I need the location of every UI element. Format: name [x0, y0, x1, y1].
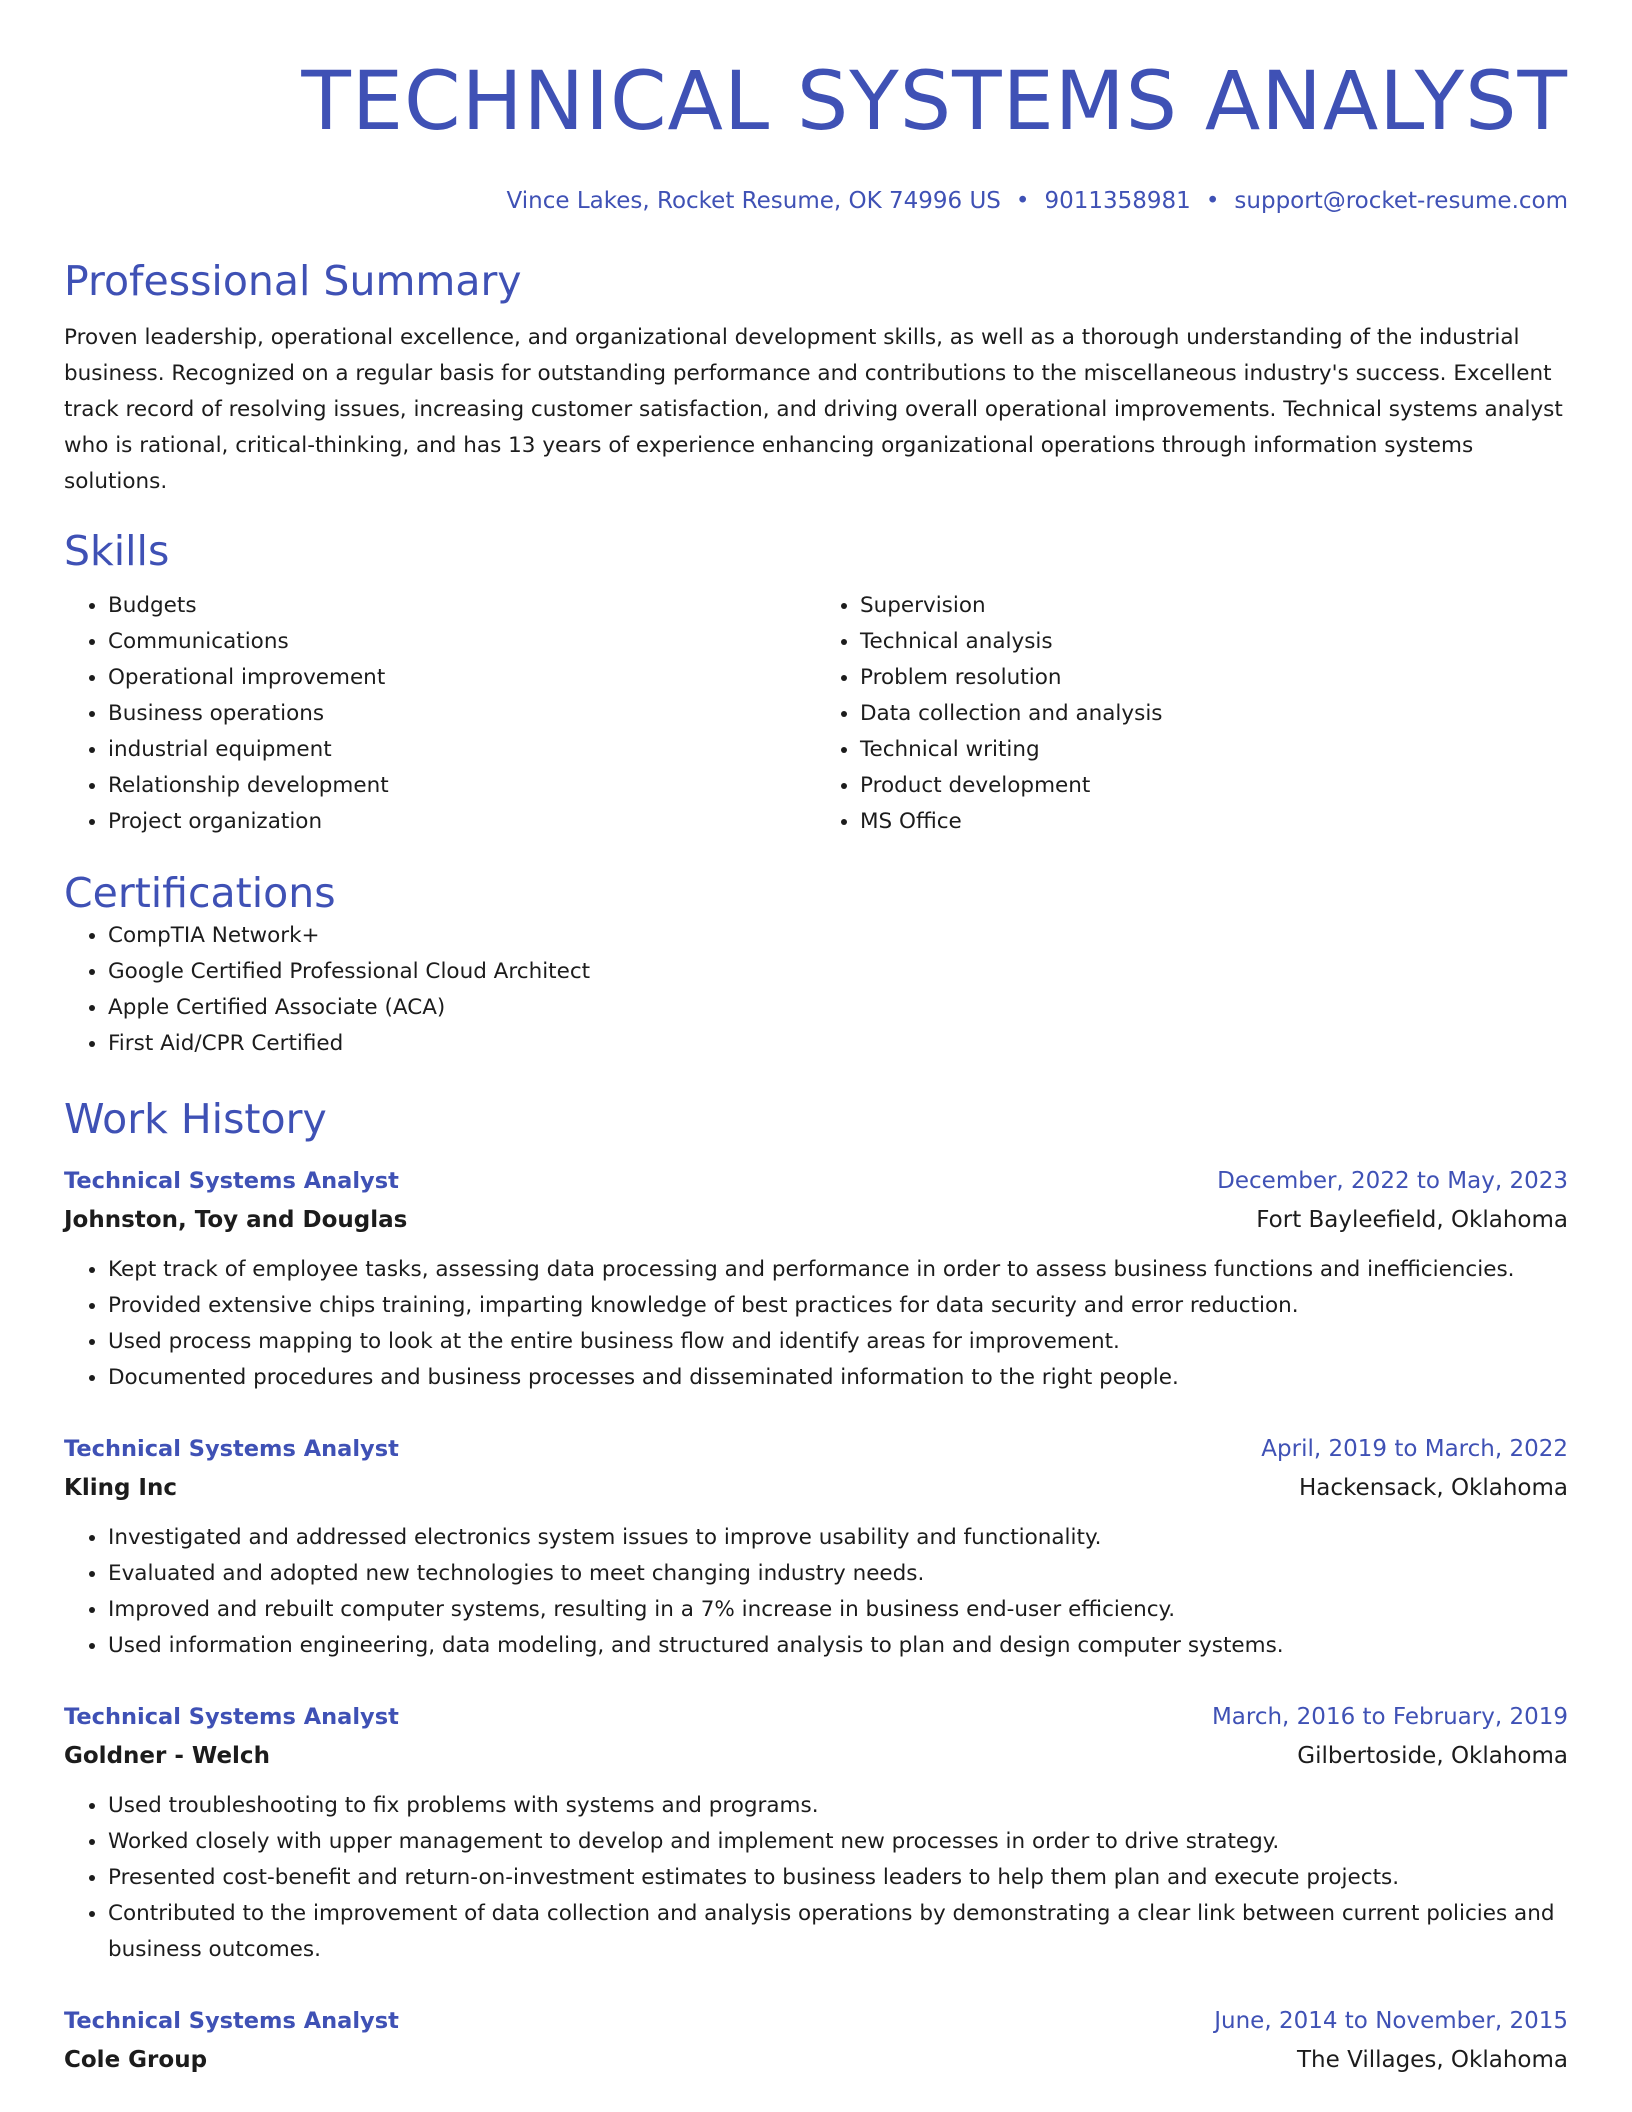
job-title: Technical Systems Analyst — [64, 1168, 399, 1194]
skill-item: • Operational improvement — [108, 660, 816, 696]
job-bullets — [64, 1252, 1568, 1396]
contact-email[interactable]: support@rocket-resume.com — [1234, 188, 1568, 214]
work-history-heading: Work History — [64, 1095, 327, 1143]
job-location: The Villages, Oklahoma — [1297, 2047, 1568, 2073]
job-bullet: • Used troubleshooting to fix problems with systems and programs. — [108, 1788, 1568, 1824]
job-company: Johnston, Toy and Douglas — [64, 1207, 408, 1233]
certification-item: • Apple Certified Associate (ACA) — [108, 990, 1568, 1026]
contact-phone: 9011358981 — [1044, 188, 1191, 214]
certification-item: • First Aid/CPR Certified — [108, 1026, 1568, 1062]
job-bullet: • Investigated and addressed electronics system issues to improve usability and functionality. — [108, 1520, 1568, 1556]
skill-item: • Technical writing — [860, 732, 1568, 768]
job-bullet: • Presented cost-benefit and return-on-investment estimates to business leaders to help them plan and execute projects. — [108, 1860, 1568, 1896]
job-entry — [64, 1698, 1568, 1968]
job-bullet: • Used information engineering, data modeling, and structured analysis to plan and design computer systems. — [108, 1628, 1568, 1664]
job-bullet: • Documented procedures and business processes and disseminated information to the right people. — [108, 1360, 1568, 1396]
resume-title: TECHNICAL SYSTEMS ANALYST — [301, 55, 1568, 149]
job-company-row — [64, 1468, 1568, 1508]
job-title: Technical Systems Analyst — [64, 1436, 399, 1462]
job-bullet: • Improved and rebuilt computer systems, resulting in a 7% increase in business end-user efficiency. — [108, 1592, 1568, 1628]
skill-item: • Budgets — [108, 588, 816, 624]
skill-item: • MS Office — [860, 804, 1568, 840]
summary-text: Proven leadership, operational excellence, and organizational development skills, as well as a thorough understanding of the industrial business. Recognized on a regular basis for outstanding performance and contributions to the miscellaneous industry's success. Excellent track record of resolving issues, increasing customer satisfaction, and driving overall operational improvements. Technical systems analyst who is rational, critical-thinking, and has 13 years of experience enhancing organizational operations through information systems solutions. — [64, 325, 1563, 494]
skill-item: • Problem resolution — [860, 660, 1568, 696]
certification-item: • Google Certified Professional Cloud Architect — [108, 954, 1568, 990]
job-title-row — [64, 2002, 1568, 2040]
job-company-row — [64, 2040, 1568, 2080]
skill-item: • Relationship development — [108, 768, 816, 804]
job-company: Kling Inc — [64, 1475, 178, 1501]
skills-list-left — [64, 588, 816, 840]
skill-item: • industrial equipment — [108, 732, 816, 768]
job-bullet: • Contributed to the improvement of data collection and analysis operations by demonstrating a clear link between current policies and business outcomes. — [108, 1896, 1568, 1968]
summary-heading: Professional Summary — [64, 257, 522, 305]
job-bullets — [64, 1788, 1568, 1968]
certifications-heading: Certifications — [64, 869, 336, 917]
skills-columns — [64, 588, 1568, 840]
job-title-row — [64, 1430, 1568, 1468]
job-entry — [64, 1162, 1568, 1396]
job-title-row — [64, 1698, 1568, 1736]
job-company-row — [64, 1736, 1568, 1776]
job-bullet: • Evaluated and adopted new technologies to meet changing industry needs. — [108, 1556, 1568, 1592]
skill-item: • Product development — [860, 768, 1568, 804]
skill-item: • Project organization — [108, 804, 816, 840]
skills-list-right — [816, 588, 1568, 840]
job-dates: April, 2019 to March, 2022 — [1261, 1436, 1568, 1462]
job-bullets — [64, 1520, 1568, 1664]
contact-separator: • — [1015, 188, 1030, 214]
job-company-row — [64, 1200, 1568, 1240]
skill-item: • Communications — [108, 624, 816, 660]
job-location: Fort Bayleefield, Oklahoma — [1256, 1207, 1568, 1233]
contact-separator: • — [1205, 188, 1220, 214]
job-bullet: • Used process mapping to look at the entire business flow and identify areas for improvement. — [108, 1324, 1568, 1360]
skill-item: • Business operations — [108, 696, 816, 732]
job-entry — [64, 1430, 1568, 1664]
skill-item: • Data collection and analysis — [860, 696, 1568, 732]
certification-item: • CompTIA Network+ — [108, 918, 1568, 954]
job-title: Technical Systems Analyst — [64, 2008, 399, 2034]
job-title-row — [64, 1162, 1568, 1200]
skill-item: • Supervision — [860, 588, 1568, 624]
contact-address: Vince Lakes, Rocket Resume, OK 74996 US — [506, 188, 1001, 214]
resume-header — [64, 0, 1568, 216]
job-location: Gilbertoside, Oklahoma — [1297, 1743, 1568, 1769]
skills-heading: Skills — [64, 527, 170, 575]
job-location: Hackensack, Oklahoma — [1299, 1475, 1568, 1501]
job-dates: March, 2016 to February, 2019 — [1211, 1704, 1568, 1730]
skill-item: • Technical analysis — [860, 624, 1568, 660]
job-entry — [64, 2002, 1568, 2080]
job-dates: June, 2014 to November, 2015 — [1214, 2008, 1568, 2034]
certifications-list — [64, 918, 1568, 1062]
job-dates: December, 2022 to May, 2023 — [1217, 1168, 1568, 1194]
contact-line — [64, 186, 1568, 216]
job-bullet: • Kept track of employee tasks, assessing data processing and performance in order to assess business functions and inefficiencies. — [108, 1252, 1568, 1288]
job-company: Goldner - Welch — [64, 1743, 270, 1769]
job-company: Cole Group — [64, 2047, 208, 2073]
job-bullet: • Provided extensive chips training, imparting knowledge of best practices for data security and error reduction. — [108, 1288, 1568, 1324]
job-bullet: • Worked closely with upper management to develop and implement new processes in order to drive strategy. — [108, 1824, 1568, 1860]
job-title: Technical Systems Analyst — [64, 1704, 399, 1730]
